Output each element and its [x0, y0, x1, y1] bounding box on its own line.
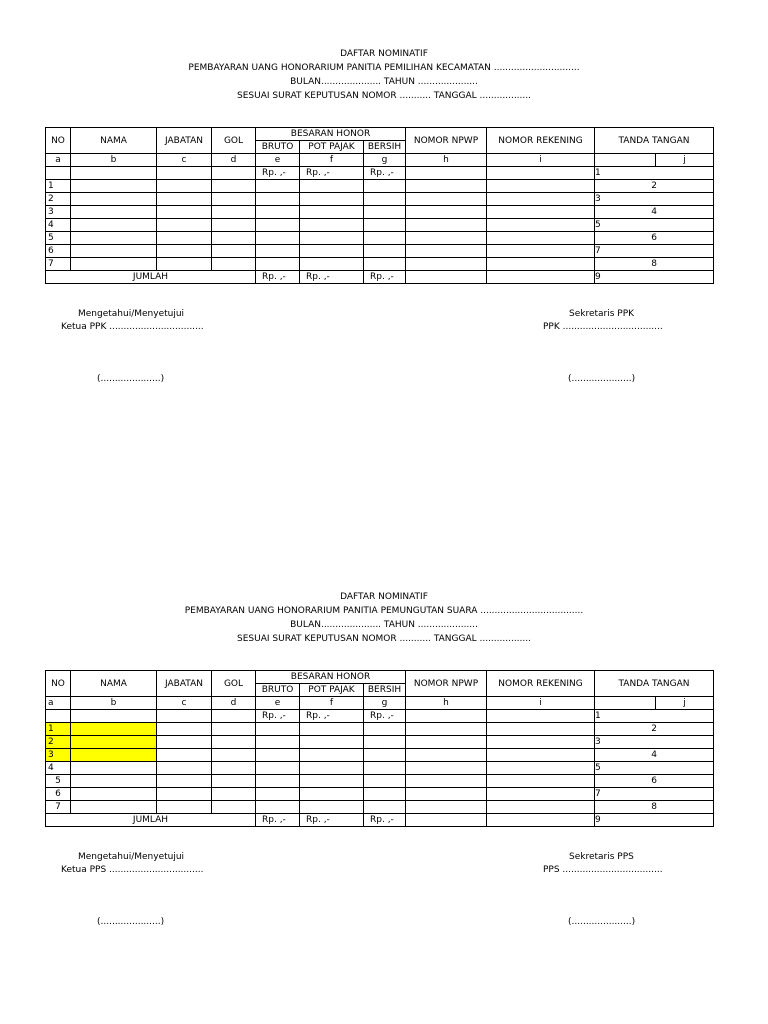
total-pot-pajak[interactable]: Rp. ,-	[300, 271, 364, 284]
nama-cell[interactable]	[71, 258, 157, 271]
signature-number-left: 7	[595, 789, 601, 799]
header-npwp: NOMOR NPWP	[406, 128, 487, 154]
signature-cell[interactable]	[595, 814, 714, 827]
nama-cell[interactable]	[71, 710, 157, 723]
header-nama: NAMA	[71, 671, 157, 697]
nama-cell[interactable]	[71, 193, 157, 206]
letter-h: h	[406, 154, 487, 167]
signature-number-right: 2	[651, 181, 657, 191]
nama-cell[interactable]	[71, 180, 157, 193]
signature-number-left: 9	[595, 815, 601, 825]
bersih-cell[interactable]	[364, 232, 406, 245]
letter-c: c	[157, 154, 212, 167]
rekening-cell[interactable]	[487, 723, 595, 736]
nama-cell[interactable]	[71, 232, 157, 245]
nama-cell[interactable]	[71, 801, 157, 814]
gol-cell[interactable]	[212, 788, 256, 801]
bruto-cell[interactable]	[256, 206, 300, 219]
header-jabatan: JABATAN	[157, 671, 212, 697]
jabatan-cell[interactable]	[157, 775, 212, 788]
signature-number-left: 1	[595, 711, 601, 721]
npwp-cell[interactable]	[406, 749, 487, 762]
bruto-cell[interactable]	[256, 258, 300, 271]
pot-pajak-cell[interactable]	[300, 775, 364, 788]
row-no: 4	[46, 762, 71, 775]
bruto-cell[interactable]	[256, 723, 300, 736]
table-row	[46, 167, 714, 180]
pot-pajak-cell[interactable]	[300, 206, 364, 219]
total-bruto[interactable]: Rp. ,-	[256, 814, 300, 827]
table-row	[46, 762, 714, 775]
letter-e: e	[256, 154, 300, 167]
jabatan-cell[interactable]	[157, 245, 212, 258]
pot-pajak-cell[interactable]	[300, 193, 364, 206]
jabatan-cell[interactable]	[157, 710, 212, 723]
secretary-name-placeholder: (.....................)	[568, 917, 636, 927]
row-no-highlighted: 1	[46, 723, 71, 736]
table-row	[46, 206, 714, 219]
gol-cell[interactable]	[212, 193, 256, 206]
signature-cell[interactable]	[595, 801, 714, 814]
rekening-cell[interactable]	[487, 193, 595, 206]
approval-title: Mengetahui/Menyetujui	[78, 309, 185, 319]
signature-cell[interactable]	[595, 167, 714, 180]
letter-i: i	[487, 154, 595, 167]
jumlah-label: JUMLAH	[46, 814, 256, 827]
bruto-cell[interactable]	[256, 788, 300, 801]
bruto-cell[interactable]	[256, 801, 300, 814]
gol-cell[interactable]	[212, 232, 256, 245]
row-no: 3	[46, 206, 71, 219]
table-row	[46, 710, 714, 723]
table-row	[46, 749, 714, 762]
gol-cell[interactable]	[212, 167, 256, 180]
decree-line: SESUAI SURAT KEPUTUSAN NOMOR ........... TANGGAL ..................	[237, 634, 531, 644]
rekening-cell[interactable]	[487, 167, 595, 180]
gol-cell[interactable]	[212, 258, 256, 271]
signature-number-left: 3	[595, 194, 601, 204]
letter-e: e	[256, 697, 300, 710]
letter-blank	[595, 697, 656, 710]
signature-number-left: 7	[595, 246, 601, 256]
signature-cell[interactable]	[595, 710, 714, 723]
signature-cell[interactable]	[595, 193, 714, 206]
bruto-cell[interactable]	[256, 736, 300, 749]
header-pot-pajak: POT PAJAK	[300, 684, 364, 697]
npwp-cell[interactable]	[406, 193, 487, 206]
npwp-cell[interactable]	[406, 271, 487, 284]
table-row	[46, 788, 714, 801]
npwp-cell[interactable]	[406, 232, 487, 245]
table-row	[46, 180, 714, 193]
table-row	[46, 801, 714, 814]
bersih-cell[interactable]	[364, 219, 406, 232]
nama-cell-highlighted[interactable]	[71, 736, 157, 749]
gol-cell[interactable]	[212, 736, 256, 749]
letter-j: j	[656, 697, 714, 710]
bersih-cell[interactable]	[364, 736, 406, 749]
pot-pajak-cell[interactable]: Rp. ,-	[300, 710, 364, 723]
period-line: BULAN..................... TAHUN .....................	[290, 620, 478, 630]
bersih-cell[interactable]	[364, 258, 406, 271]
npwp-cell[interactable]	[406, 206, 487, 219]
document-title: DAFTAR NOMINATIF	[340, 592, 428, 602]
gol-cell[interactable]	[212, 180, 256, 193]
signature-cell[interactable]	[595, 258, 714, 271]
document-title: DAFTAR NOMINATIF	[340, 49, 428, 59]
total-pot-pajak[interactable]: Rp. ,-	[300, 814, 364, 827]
signature-number-right: 6	[651, 776, 657, 786]
nama-cell[interactable]	[71, 219, 157, 232]
npwp-cell[interactable]	[406, 801, 487, 814]
table-row	[46, 258, 714, 271]
gol-cell[interactable]	[212, 723, 256, 736]
signature-cell[interactable]	[595, 723, 714, 736]
bersih-cell[interactable]	[364, 749, 406, 762]
letter-d: d	[212, 154, 256, 167]
jabatan-cell[interactable]	[157, 167, 212, 180]
signature-number-left: 5	[595, 220, 601, 230]
jumlah-label: JUMLAH	[46, 271, 256, 284]
row-no: 7	[46, 801, 71, 814]
approval-title: Mengetahui/Menyetujui	[78, 852, 185, 862]
total-bruto[interactable]: Rp. ,-	[256, 271, 300, 284]
rekening-cell[interactable]	[487, 710, 595, 723]
rekening-cell[interactable]	[487, 258, 595, 271]
pot-pajak-cell[interactable]	[300, 723, 364, 736]
jabatan-cell[interactable]	[157, 232, 212, 245]
signature-cell[interactable]	[595, 788, 714, 801]
signature-number-left: 3	[595, 737, 601, 747]
row-no-highlighted: 3	[46, 749, 71, 762]
pot-pajak-cell[interactable]	[300, 736, 364, 749]
npwp-cell[interactable]	[406, 762, 487, 775]
signature-number-right: 4	[651, 750, 657, 760]
letter-h: h	[406, 697, 487, 710]
header-bruto: BRUTO	[256, 141, 300, 154]
npwp-cell[interactable]	[406, 180, 487, 193]
table-row	[46, 219, 714, 232]
gol-cell[interactable]	[212, 749, 256, 762]
row-no: 5	[46, 232, 71, 245]
gol-cell[interactable]	[212, 775, 256, 788]
signature-cell[interactable]	[595, 736, 714, 749]
chairman-name-placeholder: (.....................)	[97, 374, 165, 384]
row-no: 2	[46, 193, 71, 206]
letter-blank	[595, 154, 656, 167]
jabatan-cell[interactable]	[157, 206, 212, 219]
bersih-cell[interactable]	[364, 206, 406, 219]
row-no	[46, 710, 71, 723]
secretary-name-placeholder: (.....................)	[568, 374, 636, 384]
signature-number-right: 8	[651, 802, 657, 812]
nama-cell-highlighted[interactable]	[71, 723, 157, 736]
jumlah-row	[46, 271, 714, 284]
header-jabatan: JABATAN	[157, 128, 212, 154]
period-line: BULAN..................... TAHUN .....................	[290, 77, 478, 87]
npwp-cell[interactable]	[406, 775, 487, 788]
jabatan-cell[interactable]	[157, 762, 212, 775]
nama-cell[interactable]	[71, 788, 157, 801]
letter-f: f	[300, 154, 364, 167]
pot-pajak-cell[interactable]: Rp. ,-	[300, 167, 364, 180]
jabatan-cell[interactable]	[157, 801, 212, 814]
npwp-cell[interactable]	[406, 245, 487, 258]
gol-cell[interactable]	[212, 762, 256, 775]
letter-f: f	[300, 697, 364, 710]
rekening-cell[interactable]	[487, 749, 595, 762]
letter-row	[46, 697, 714, 710]
letter-b: b	[71, 154, 157, 167]
rekening-cell[interactable]	[487, 206, 595, 219]
table-row	[46, 736, 714, 749]
npwp-cell[interactable]	[406, 788, 487, 801]
gol-cell[interactable]	[212, 801, 256, 814]
jumlah-row	[46, 814, 714, 827]
secretary-title: Sekretaris PPS	[569, 852, 634, 862]
letter-row	[46, 154, 714, 167]
chairman-name-placeholder: (.....................)	[97, 917, 165, 927]
header-gol: GOL	[212, 671, 256, 697]
pot-pajak-cell[interactable]	[300, 801, 364, 814]
bruto-cell[interactable]	[256, 762, 300, 775]
header-no: NO	[46, 671, 71, 697]
row-no: 1	[46, 180, 71, 193]
header-rekening: NOMOR REKENING	[487, 128, 595, 154]
chairman-role: Ketua PPS .................................	[61, 865, 204, 875]
jabatan-cell[interactable]	[157, 788, 212, 801]
npwp-cell[interactable]	[406, 710, 487, 723]
nama-cell[interactable]	[71, 762, 157, 775]
jabatan-cell[interactable]	[157, 193, 212, 206]
jabatan-cell[interactable]	[157, 723, 212, 736]
rekening-cell[interactable]	[487, 814, 595, 827]
header-npwp: NOMOR NPWP	[406, 671, 487, 697]
jabatan-cell[interactable]	[157, 258, 212, 271]
bersih-cell[interactable]	[364, 723, 406, 736]
table-row	[46, 245, 714, 258]
pot-pajak-cell[interactable]	[300, 180, 364, 193]
npwp-cell[interactable]	[406, 258, 487, 271]
pot-pajak-cell[interactable]	[300, 762, 364, 775]
rekening-cell[interactable]	[487, 180, 595, 193]
letter-g: g	[364, 697, 406, 710]
pot-pajak-cell[interactable]	[300, 258, 364, 271]
row-no: 6	[46, 788, 71, 801]
header-rekening: NOMOR REKENING	[487, 671, 595, 697]
bersih-cell[interactable]	[364, 193, 406, 206]
document-subtitle: PEMBAYARAN UANG HONORARIUM PANITIA PEMILIHAN KECAMATAN ..............................	[188, 63, 580, 73]
header-no: NO	[46, 128, 71, 154]
letter-i: i	[487, 697, 595, 710]
row-no	[46, 167, 71, 180]
header-pot-pajak: POT PAJAK	[300, 141, 364, 154]
secretary-role: PPS ...................................	[543, 865, 663, 875]
pot-pajak-cell[interactable]	[300, 219, 364, 232]
pot-pajak-cell[interactable]	[300, 749, 364, 762]
bersih-cell[interactable]	[364, 762, 406, 775]
bersih-cell[interactable]	[364, 788, 406, 801]
secretary-title: Sekretaris PPK	[569, 309, 635, 319]
nama-cell-highlighted[interactable]	[71, 749, 157, 762]
signature-number-left: 1	[595, 168, 601, 178]
gol-cell[interactable]	[212, 245, 256, 258]
total-bersih[interactable]: Rp. ,-	[364, 271, 406, 284]
signature-number-right: 2	[651, 724, 657, 734]
row-no: 6	[46, 245, 71, 258]
signature-cell[interactable]	[595, 219, 714, 232]
pot-pajak-cell[interactable]	[300, 245, 364, 258]
bruto-cell[interactable]	[256, 245, 300, 258]
bruto-cell[interactable]	[256, 775, 300, 788]
decree-line: SESUAI SURAT KEPUTUSAN NOMOR ........... TANGGAL ..................	[237, 91, 531, 101]
rekening-cell[interactable]	[487, 232, 595, 245]
letter-b: b	[71, 697, 157, 710]
gol-cell[interactable]	[212, 219, 256, 232]
bruto-cell[interactable]	[256, 193, 300, 206]
signature-cell[interactable]	[595, 271, 714, 284]
pot-pajak-cell[interactable]	[300, 232, 364, 245]
table-row	[46, 232, 714, 245]
bruto-cell[interactable]	[256, 232, 300, 245]
signature-cell[interactable]	[595, 775, 714, 788]
signature-cell[interactable]	[595, 206, 714, 219]
signature-cell[interactable]	[595, 232, 714, 245]
bersih-cell[interactable]: Rp. ,-	[364, 167, 406, 180]
letter-a: a	[46, 154, 71, 167]
table-row	[46, 775, 714, 788]
letter-j: j	[656, 154, 714, 167]
header-bersih: BERSIH	[364, 684, 406, 697]
bersih-cell[interactable]	[364, 801, 406, 814]
signature-number-right: 4	[651, 207, 657, 217]
signature-number-left: 9	[595, 272, 601, 282]
row-no: 4	[46, 219, 71, 232]
rekening-cell[interactable]	[487, 775, 595, 788]
rekening-cell[interactable]	[487, 271, 595, 284]
bruto-cell[interactable]	[256, 219, 300, 232]
header-tanda-tangan: TANDA TANGAN	[595, 671, 714, 697]
rekening-cell[interactable]	[487, 219, 595, 232]
jabatan-cell[interactable]	[157, 219, 212, 232]
rekening-cell[interactable]	[487, 762, 595, 775]
bruto-cell[interactable]	[256, 180, 300, 193]
nama-cell[interactable]	[71, 206, 157, 219]
bersih-cell[interactable]	[364, 775, 406, 788]
rekening-cell[interactable]	[487, 801, 595, 814]
table-row	[46, 193, 714, 206]
gol-cell[interactable]	[212, 710, 256, 723]
header-gol: GOL	[212, 128, 256, 154]
nama-cell[interactable]	[71, 775, 157, 788]
signature-number-left: 5	[595, 763, 601, 773]
npwp-cell[interactable]	[406, 167, 487, 180]
bersih-cell[interactable]	[364, 180, 406, 193]
bruto-cell[interactable]	[256, 749, 300, 762]
header-tanda-tangan: TANDA TANGAN	[595, 128, 714, 154]
header-besaran-honor: BESARAN HONOR	[256, 128, 406, 141]
header-nama: NAMA	[71, 128, 157, 154]
row-no-highlighted: 2	[46, 736, 71, 749]
letter-d: d	[212, 697, 256, 710]
total-bersih[interactable]: Rp. ,-	[364, 814, 406, 827]
nominative-table	[45, 127, 714, 284]
header-bruto: BRUTO	[256, 684, 300, 697]
rekening-cell[interactable]	[487, 245, 595, 258]
signature-cell[interactable]	[595, 180, 714, 193]
gol-cell[interactable]	[212, 206, 256, 219]
secretary-role: PPK ...................................	[543, 322, 663, 332]
letter-c: c	[157, 697, 212, 710]
jabatan-cell[interactable]	[157, 180, 212, 193]
npwp-cell[interactable]	[406, 736, 487, 749]
npwp-cell[interactable]	[406, 219, 487, 232]
header-bersih: BERSIH	[364, 141, 406, 154]
header-besaran-honor: BESARAN HONOR	[256, 671, 406, 684]
signature-number-right: 6	[651, 233, 657, 243]
signature-cell[interactable]	[595, 245, 714, 258]
nama-cell[interactable]	[71, 167, 157, 180]
letter-a: a	[46, 697, 71, 710]
jabatan-cell[interactable]	[157, 736, 212, 749]
row-no: 5	[46, 775, 71, 788]
npwp-cell[interactable]	[406, 814, 487, 827]
npwp-cell[interactable]	[406, 723, 487, 736]
signature-cell[interactable]	[595, 762, 714, 775]
document-subtitle: PEMBAYARAN UANG HONORARIUM PANITIA PEMUNGUTAN SUARA ....................................	[184, 606, 584, 616]
bruto-cell[interactable]: Rp. ,-	[256, 167, 300, 180]
signature-number-right: 8	[651, 259, 657, 269]
nama-cell[interactable]	[71, 245, 157, 258]
rekening-cell[interactable]	[487, 736, 595, 749]
letter-g: g	[364, 154, 406, 167]
row-no: 7	[46, 258, 71, 271]
pot-pajak-cell[interactable]	[300, 788, 364, 801]
bersih-cell[interactable]: Rp. ,-	[364, 710, 406, 723]
jabatan-cell[interactable]	[157, 749, 212, 762]
chairman-role: Ketua PPK .................................	[61, 322, 204, 332]
rekening-cell[interactable]	[487, 788, 595, 801]
table-row	[46, 723, 714, 736]
bersih-cell[interactable]	[364, 245, 406, 258]
bruto-cell[interactable]: Rp. ,-	[256, 710, 300, 723]
signature-cell[interactable]	[595, 749, 714, 762]
nominative-table	[45, 670, 714, 827]
